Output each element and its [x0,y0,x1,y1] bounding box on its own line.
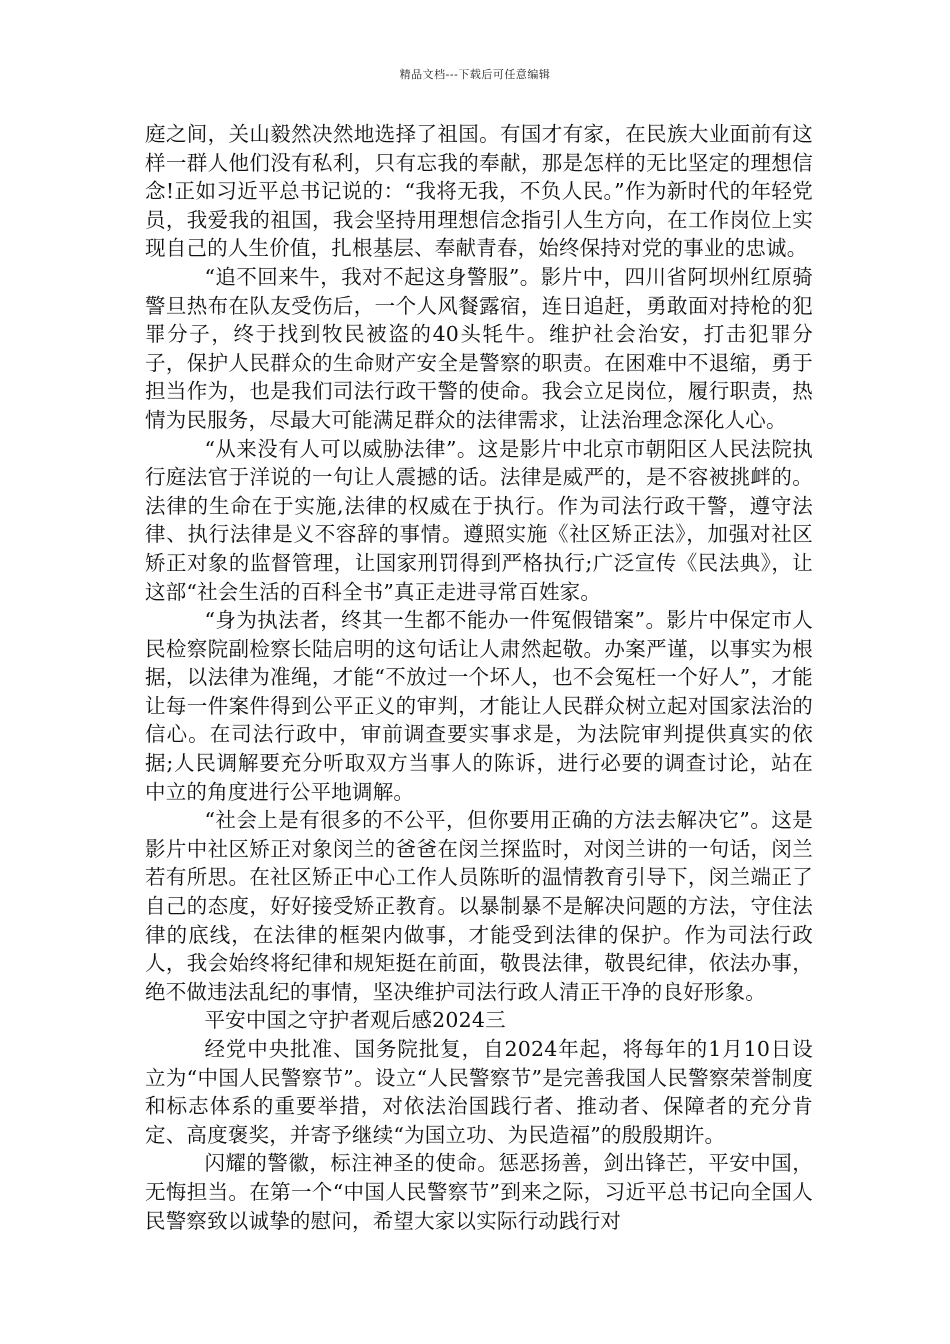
document-body [145,120,813,1235]
paragraph-2: “追不回来牛，我对不起这身警服”。影片中，四川省阿坝州红原骑警旦热布在队友受伤后，一个人风餐露宿，连日追赶，勇敢面对持枪的犯罪分子，终于找到牧民被盗的40头牦牛。维护社会治安，打击犯罪分子，保护人民群众的生命财产安全是警察的职责。在困难中不退缩，勇于担当作为，也是我们司法行政干警的使命。我会立足岗位，履行职责，热情为民服务，尽最大可能满足群众的法律需求，让法治理念深化人心。 [145,264,813,432]
paragraph-3: “从来没有人可以威胁法律”。这是影片中北京市朝阳区人民法院执行庭法官于洋说的一句让人震撼的话。法律是威严的，是不容被挑衅的。法律的生命在于实施,法律的权威在于执行。作为司法行政干警，遵守法律、执行法律是义不容辞的事情。遵照实施《社区矫正法》，加强对社区矫正对象的监督管理，让国家刑罚得到严格执行;广泛宣传《民法典》，让这部“社会生活的百科全书”真正走进寻常百姓家。 [145,436,813,604]
page-header: 精品文档---下载后可任意编辑 [399,68,551,81]
paragraph-6: 经党中央批准、国务院批复，自2024年起，将每年的1月10日设立为“中国人民警察节”。设立“人民警察节”是完善我国人民警察荣誉制度和标志体系的重要举措，对依法治国践行者、推动者、保障者的充分肯定、高度褒奖，并寄予继续“为国立功、为民造福”的殷殷期许。 [145,1037,813,1147]
paragraph-4: “身为执法者，终其一生都不能办一件冤假错案”。影片中保定市人民检察院副检察长陆启明的这句话让人肃然起敬。办案严谨，以事实为根据，以法律为准绳，才能“不放过一个坏人，也不会冤枉一个好人”，才能让每一件案件得到公平正义的审判，才能让人民群众树立起对国家法治的信心。在司法行政中，审前调查要实事求是，为法院审判提供真实的依据;人民调解要充分听取双方当事人的陈诉，进行必要的调查讨论，站在中立的角度进行公平地调解。 [145,608,813,804]
paragraph-7: 闪耀的警徽，标注神圣的使命。惩恶扬善，剑出锋芒，平安中国，无悔担当。在第一个“中国人民警察节”到来之际，习近平总书记向全国人民警察致以诚挚的慰问，希望大家以实际行动践行对 [145,1151,813,1233]
paragraph-1: 庭之间，关山毅然决然地选择了祖国。有国才有家，在民族大业面前有这样一群人他们没有私利，只有忘我的奉献，那是怎样的无比坚定的理想信念!正如习近平总书记说的：“我将无我，不负人民。”作为新时代的年轻党员，我爱我的祖国，我会坚持用理想信念指引人生方向，在工作岗位上实现自己的人生价值，扎根基层、奉献青春，始终保持对党的事业的忠诚。 [145,122,813,261]
section-title: 平安中国之守护者观后感2024三 [204,1008,506,1033]
paragraph-5: “社会上是有很多的不公平，但你要用正确的方法去解决它”。这是影片中社区矫正对象闵兰的爸爸在闵兰探监时，对闵兰讲的一句话，闵兰若有所思。在社区矫正中心工作人员陈昕的温情教育引导下，闵兰端正了自己的态度，好好接受矫正教育。以暴制暴不是解决问题的方法，守住法律的底线，在法律的框架内做事，才能受到法律的保护。作为司法行政人，我会始终将纪律和规矩挺在前面，敬畏法律，敬畏纪律，依法办事，绝不做违法乱纪的事情，坚决维护司法行政人清正干净的良好形象。 [145,808,813,1004]
